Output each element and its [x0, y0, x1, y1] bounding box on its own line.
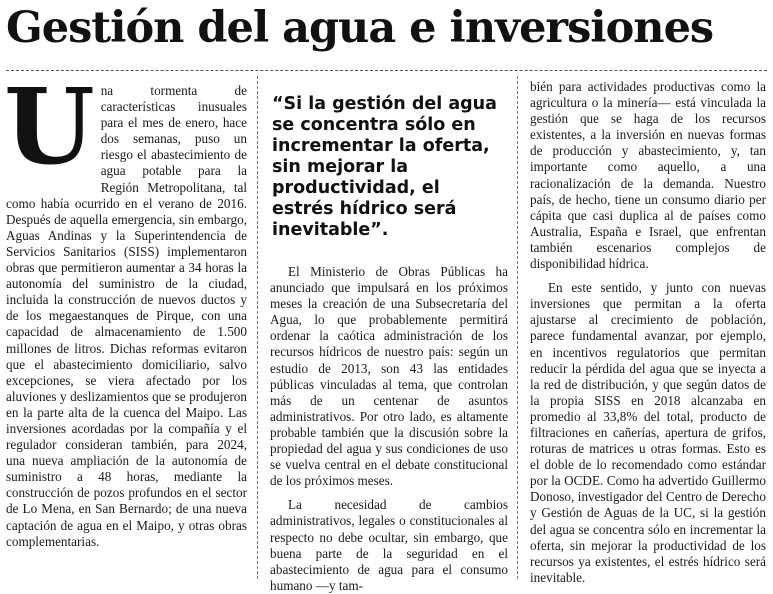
top-rule — [6, 70, 767, 71]
pull-quote: “Si la gestión del agua se concentra sólo en incrementar la oferta, sin mejorar la productividad, el estrés hídrico será inevitable”. — [272, 94, 497, 240]
column-3 — [530, 79, 766, 586]
column-1-text: na tormenta de características inusuales para el mes de enero, hace dos semanas, puso un riesgo el abastecimiento de agua potable para la Región Metropolitana, tal como había ocurrido en el verano de 2016. Después de aquella emergencia, sin embargo, Aguas Andinas y la Superintendencia de Servicios Sanitarios (SISS) implementaron obras que permitieron aumentar a 34 horas la autonomía del suministro de la ciudad, incluida la construcción de nuevos ductos y de los megaestanques de Pirque, con una capacidad de almacenamiento de 1.500 millones de litros. Dichas reformas evitaron que el abastecimiento domiciliario, salvo excepciones, se viera afectado por los aluviones y deslizamientos que se produjeron en la parte alta de la cuenca del Maipo. Las inversiones acordadas por la compañía y el regulador consideran también, para 2024, una nueva ampliación de la autonomía de suministro a 48 horas, mediante la construcción de pozos profundos en el sector de Lo Mena, en San Bernardo; de una nueva captación de agua en el Maipo, y otras obras complementarias. — [6, 83, 247, 549]
column-2 — [270, 264, 508, 594]
drop-cap: U — [4, 65, 95, 188]
column-separator-2 — [517, 76, 518, 579]
column-3-paragraph-2: En este sentido, y junto con nuevas inversiones que permitan a la oferta ajustarse al crecimiento de población, parece fundamental avanzar, por ejemplo, en incentivos regulatorios que permitan reducir la pérdida del agua que se inyecta a la red de distribución, y que según datos de la propia SISS en 2018 alcanzaba en promedio al 33,8% del total, producto de filtraciones en cañerías, apertura de grifos, roturas de matrices u otras formas. Esto es el doble de lo recomendado como estándar por la OCDE. Como ha advertido Guillermo Donoso, investigador del Centro de Derecho y Gestión de Aguas de la UC, si la gestión del agua se concentra sólo en incrementar la oferta, sin mejorar la productividad de los recursos ya existentes, el estrés hídrico será inevitable. — [530, 280, 766, 585]
column-2-paragraph-2: La necesidad de cambios administrativos, legales o constitucionales al respecto no debe ocultar, sin embargo, que buena parte de la seguridad en el abastecimiento de agua para el consumo humano —y tam- — [270, 497, 508, 593]
column-2-paragraph-1: El Ministerio de Obras Públicas ha anunciado que impulsará en los próximos meses la creación de una Subsecretaría del Agua, lo que probablemente permitirá ordenar la caótica administración de los recursos hídricos de nuestro país: según un estudio de 2013, son 43 las entidades públicas vinculadas al tema, que controlan más de un centenar de asuntos administrativos. Por otro lado, es altamente probable también que la discusión sobre la propiedad del agua y sus condiciones de uso se vuelva central en el debate constitucional de los próximos meses. — [270, 264, 508, 489]
column-3-paragraph-1: bién para actividades productivas como la agricultura o la minería— está vinculada la gestión que se haga de los recursos existentes, a la inversión en nuevas formas de producción y abastecimiento, y, tan importante como aquello, a una racionalización de la demanda. Nuestro país, de hecho, tiene un consumo diario per cápita que casi duplica al de países como Australia, España e Israel, que enfrentan también escenarios complejos de disponibilidad hídrica. — [530, 79, 766, 272]
column-1 — [4, 65, 247, 550]
column-separator-1 — [257, 76, 258, 579]
headline: Gestión del agua e inversiones — [6, 3, 714, 53]
